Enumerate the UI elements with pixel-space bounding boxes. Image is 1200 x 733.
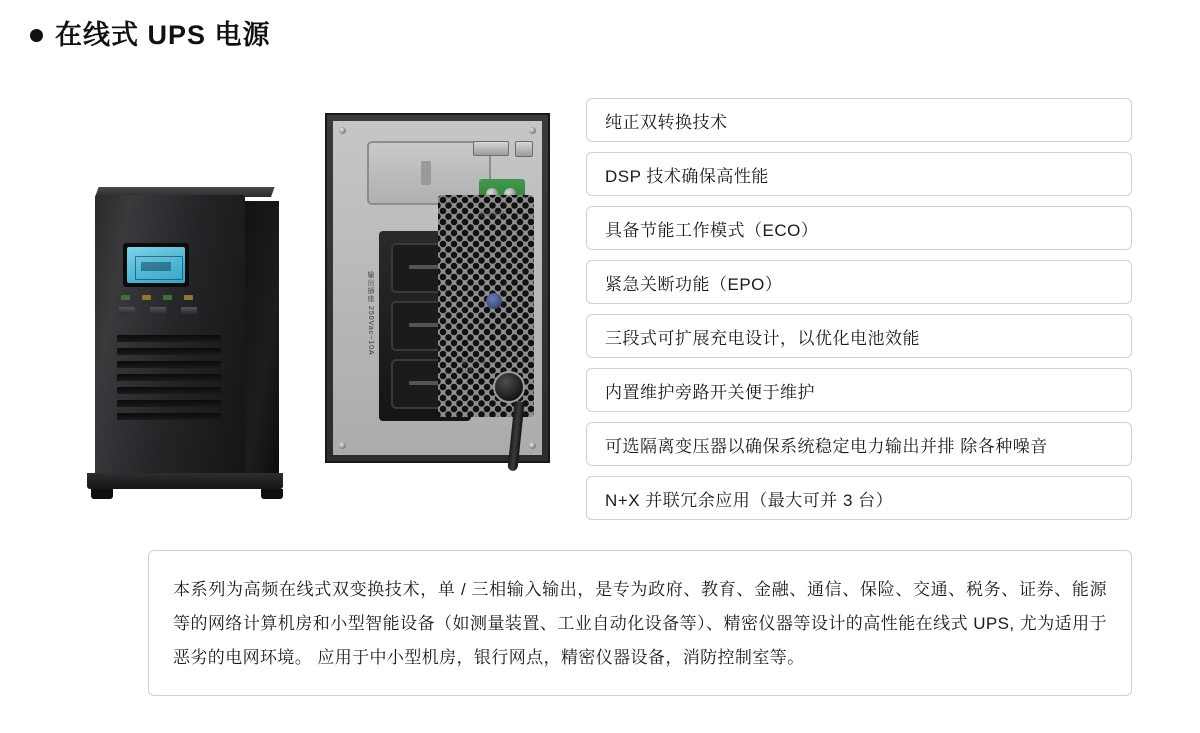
feature-list — [586, 98, 1132, 530]
tower-foot — [91, 489, 113, 499]
led-indicator — [184, 295, 193, 300]
bullet-icon — [30, 29, 43, 42]
screw-icon — [529, 442, 536, 449]
page-title — [30, 22, 271, 49]
tower-front-face — [95, 195, 245, 473]
panel-button — [181, 307, 197, 314]
feature-item — [586, 152, 1132, 196]
feature-label: N+X 并联冗余应用（最大可并 3 台） — [605, 490, 894, 510]
breaker-rating-label: 输入开关 10A — [461, 360, 488, 374]
feature-item — [586, 314, 1132, 358]
socket-rating-label: 输出插座 250Vac~10A — [367, 271, 374, 356]
ups-tower-front-image — [95, 195, 285, 485]
feature-item — [586, 260, 1132, 304]
description-text: 本系列为高频在线式双变换技术，单 / 三相输入输出，是专为政府、教育、金融、通信、保险、交通、税务、证券、能源等的网络计算机房和小型智能设备（如测量装置、工业自动化设备等）、精密仪器等设计的高性能在线式 UPS, 尤为适用于恶劣的电网环境。 应用于中小型机房，银行网点，精密仪器设备，消防控制室等。 — [173, 580, 1107, 667]
feature-label: 具备节能工作模式（ECO） — [605, 220, 819, 240]
vent-slot — [117, 348, 221, 355]
rear-panel-plate — [333, 121, 542, 455]
feature-label: DSP 技术确保高性能 — [605, 166, 769, 186]
feature-item — [586, 368, 1132, 412]
usb-port — [515, 141, 533, 157]
lcd-screen — [127, 247, 185, 283]
vent-slot — [117, 361, 221, 368]
comm-port-label: 通信接口 — [479, 212, 506, 218]
feature-item — [586, 422, 1132, 466]
feature-item — [586, 98, 1132, 142]
tower-side-face — [245, 201, 279, 473]
description-box — [148, 550, 1132, 696]
front-vent-slots — [117, 335, 221, 431]
feature-label: 内置维护旁路开关便于维护 — [605, 382, 815, 402]
feature-item — [586, 206, 1132, 250]
screw-icon — [339, 442, 346, 449]
db9-serial-port — [473, 141, 509, 156]
tower-base — [87, 473, 283, 489]
lcd-panel — [123, 243, 189, 287]
tower-foot — [261, 489, 283, 499]
feature-label: 三段式可扩展充电设计，以优化电池效能 — [605, 328, 920, 348]
led-indicator — [121, 295, 130, 300]
front-button-row — [119, 307, 197, 314]
feature-item — [586, 476, 1132, 520]
vent-slot — [117, 413, 221, 420]
led-indicator — [142, 295, 151, 300]
screw-icon — [529, 127, 536, 134]
status-led-row — [121, 295, 193, 300]
screw-icon — [339, 127, 346, 134]
feature-label: 紧急关断功能（EPO） — [605, 274, 783, 294]
page-title-text: 在线式 UPS 电源 — [55, 20, 271, 50]
vent-slot — [117, 400, 221, 407]
feature-label: 纯正双转换技术 — [605, 112, 728, 132]
vent-slot — [117, 374, 221, 381]
feature-label: 可选隔离变压器以确保系统稳定电力输出并排 除各种噪音 — [605, 436, 1048, 456]
fan-hub — [486, 293, 502, 309]
vent-slot — [117, 387, 221, 394]
panel-button — [150, 307, 166, 314]
input-breaker-knob — [493, 371, 525, 403]
led-indicator — [163, 295, 172, 300]
ups-rear-panel-image — [325, 113, 550, 463]
product-image-area — [60, 95, 560, 525]
panel-button — [119, 307, 135, 314]
vent-slot — [117, 335, 221, 342]
